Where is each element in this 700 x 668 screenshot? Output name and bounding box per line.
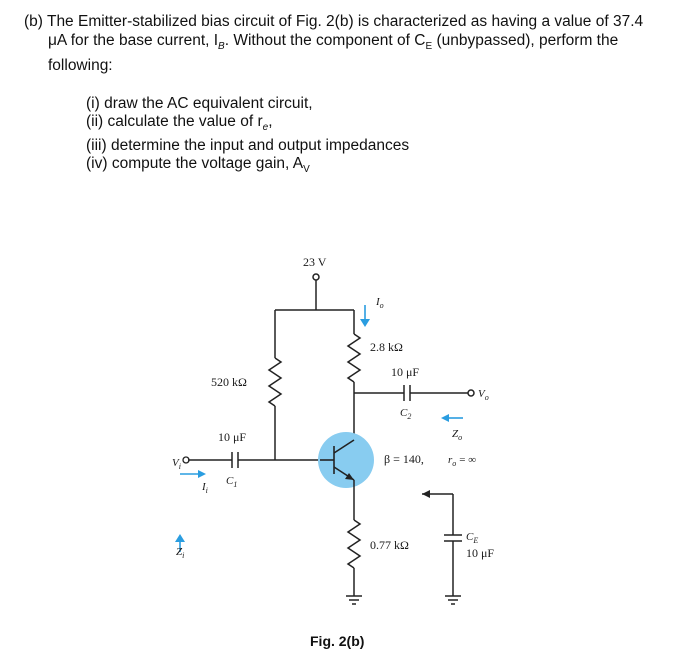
ce-name-label: $C_E$ — [466, 531, 479, 545]
c1-name-label: $C_1$ — [226, 475, 238, 489]
re-value-label: 0.77 kΩ — [370, 538, 409, 552]
question-line-2-text: μA for the base current, I — [48, 32, 219, 49]
zo-arrow-icon — [441, 414, 449, 422]
ii-label: $I_i$ — [202, 481, 208, 495]
question-line-3-text: following: — [48, 57, 113, 75]
rc-value-label: 2.8 kΩ — [370, 340, 403, 354]
task-after: , — [268, 113, 273, 130]
ce-subscript: E — [425, 41, 433, 53]
rb-value-label: 520 kΩ — [211, 375, 247, 389]
question-line-1-text: (b) The Emitter-stabilized bias circuit of Fig. 2(b) is characterized as having a value of 37.4 — [24, 13, 644, 30]
task-number: (iii) — [86, 137, 107, 155]
task-text: calculate the value of r — [107, 113, 263, 130]
question-line-2-end: (unbypassed), perform the — [432, 32, 619, 49]
task-subscript: e — [262, 122, 269, 134]
rb-resistor — [269, 358, 281, 406]
task-number: (iv) — [86, 155, 108, 173]
task-number: (i) — [86, 95, 100, 112]
task-number: (ii) — [86, 113, 104, 130]
rc-resistor — [348, 334, 360, 382]
figure-label: Fig. 2(b) — [310, 633, 365, 649]
base-current-subscript: B — [218, 41, 225, 53]
supply-voltage-label: 23 V — [303, 255, 327, 269]
c2-value-label: 10 μF — [391, 365, 420, 379]
task-text: determine the input and output impedances — [110, 137, 410, 155]
c2-name-label: $C_2$ — [400, 407, 412, 421]
supply-terminal — [313, 274, 319, 280]
task-subscript: V — [303, 164, 310, 176]
zi-arrow-icon — [175, 534, 185, 542]
c1-value-label: 10 μF — [218, 430, 247, 444]
ce-arrow-icon — [422, 490, 430, 498]
output-terminal — [468, 390, 474, 396]
beta-label: β = 140, — [384, 452, 424, 466]
ii-arrow-icon — [198, 470, 206, 478]
ro-label: $r_o$ = ∞ — [448, 454, 477, 468]
vo-label: $V_o$ — [478, 388, 489, 402]
zi-label: $Z_i$ — [176, 546, 185, 560]
io-arrow-icon — [360, 319, 370, 327]
task-text: compute the voltage gain, A — [111, 155, 304, 173]
task-text: draw the AC equivalent circuit, — [104, 95, 313, 112]
zo-label: $Z_o$ — [452, 428, 463, 442]
question-line-2-rest: . Without the component of C — [224, 32, 426, 49]
ce-value-label: 10 μF — [466, 546, 495, 560]
re-resistor — [348, 520, 360, 568]
io-label: $I_o$ — [376, 296, 384, 310]
vi-label: $V_i$ — [172, 457, 181, 471]
